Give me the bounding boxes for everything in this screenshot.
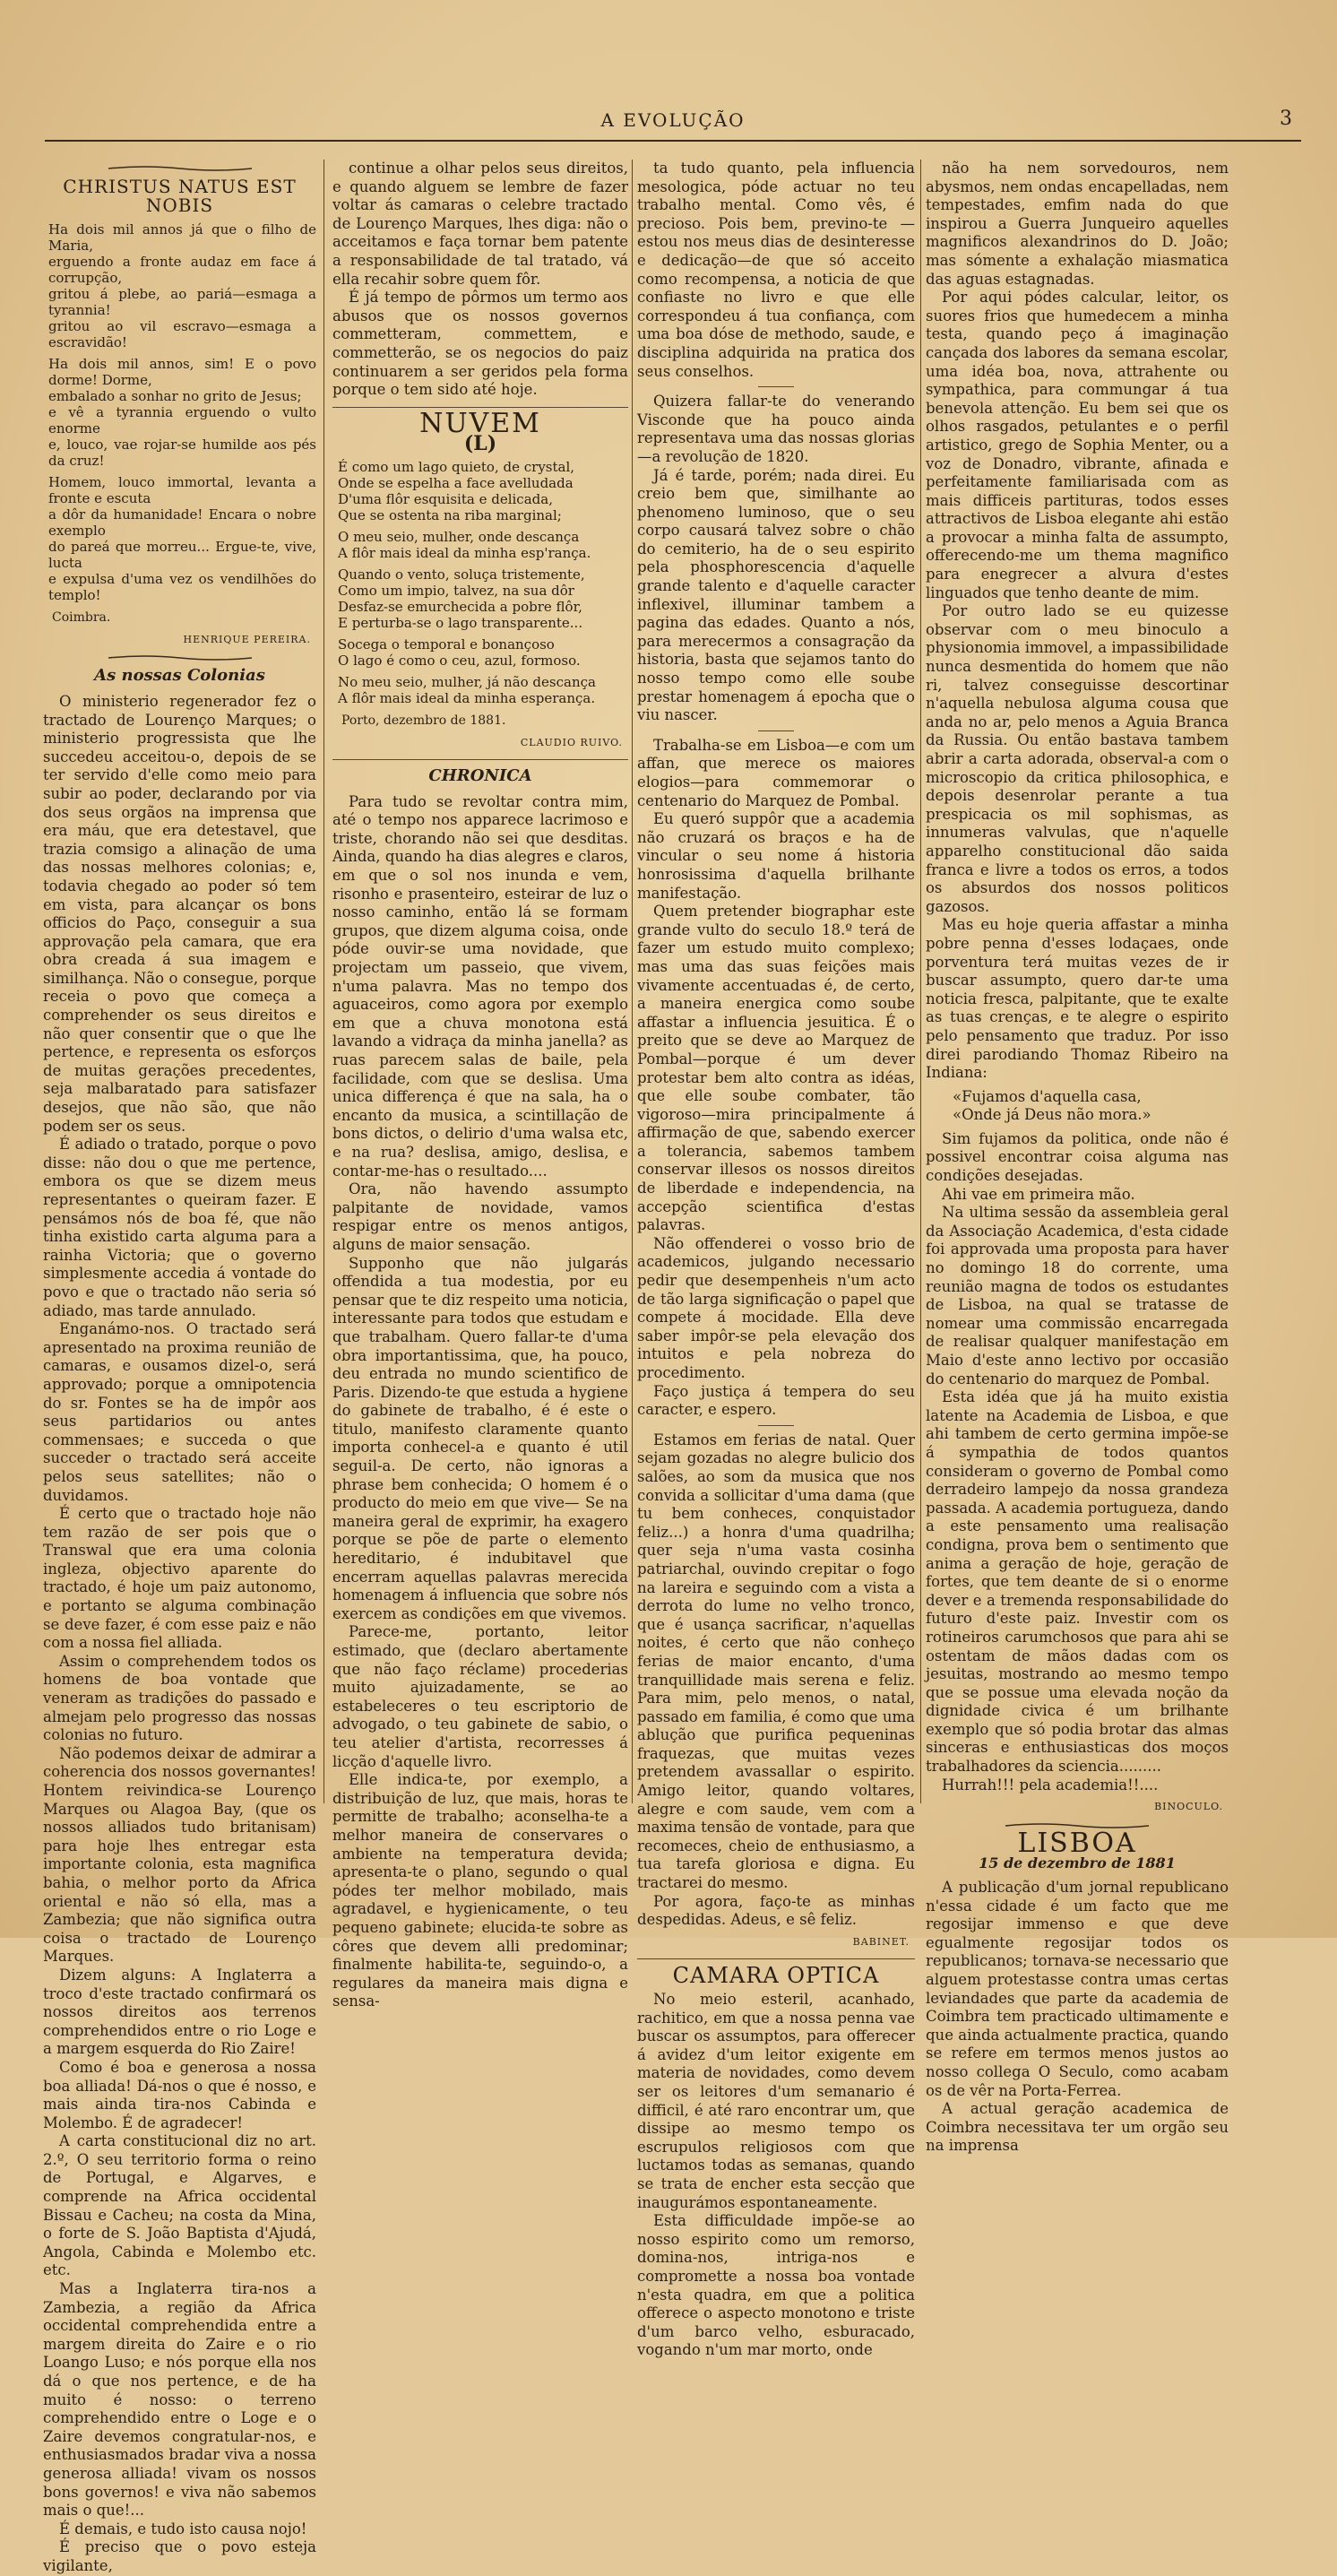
poem-title: NUVEM — [419, 407, 541, 439]
paragraph: O ministerio regenerador fez o tractado de Lourenço Marques; o ministerio progressista que lhe succedeu acceitou-o, depois de se ter servido d'elle como meio para subir ao poder, declarando por via dos seus orgãos na imprensa que era máu, que era detestavel, que trazia comsigo a alinação de uma das nossas melhores colonias; e, todavia chegado ao poder só tem em vista, para alcançar os bons officios do Paço, conseguir a sua approvação pela camara, que era obra creada á sua imagem e similhança. Não o consegue, porque receia o povo que começa a comprehender os seus direitos e não quer consentir que o que lhe pertence, e representa os esforços de muitas gerações precedentes, seja malbaratado para satisfazer desejos, que não são, que não podem ser os seus. — [43, 692, 316, 1135]
poem-author: HENRIQUE PEREIRA. — [183, 633, 311, 645]
paragraph: Esta difficuldade impõe-se ao nosso espirito como um remorso, domina-nos, intriga-nos e compromette a nossa boa vontade n'esta quadra, em que a politica offerece o aspecto monotono e triste d'um barco velho, esburacado, vogando n'um mar morto, onde — [637, 2212, 915, 2359]
paragraph: Na ultima sessão da assembleia geral da Associação Academica, d'esta cidade foi approvada uma proposta para haver no domingo 18 do corrente, uma reunião magna de todos os estudantes de Lisboa, na qual se tratasse de nomear uma commissão encarregada de realisar qualquer manifestação em Maio d'este anno lectivo por occasião do centenario do marquez de Pombal. — [926, 1204, 1229, 1387]
paragraph: Sim fujamos da politica, onde não é possivel encontrar coisa alguma nas condições desejadas. — [926, 1129, 1229, 1185]
paragraph: É demais, e tudo isto causa nojo! — [59, 2520, 307, 2537]
separator — [758, 730, 794, 731]
section-rule — [332, 759, 628, 760]
poem-stanza: Ha dois mil annos, sim! E o povo dorme! Dorme, embalado a sonhar no grito de Jesus; e vê a tyrannia erguendo o vulto enorme e, louco, vae rojar-se humilde aos pés da cruz! — [48, 356, 316, 470]
paragraph: Por agora, faço-te as minhas despedidas. Adeus, e sê feliz. — [637, 1892, 915, 1929]
paragraph: Hurrah!!! pela academia!!.... — [942, 1776, 1159, 1794]
paragraph: Supponho que não julgarás offendida a tua modestia, por eu pensar que te diz respeito uma noticia, interessante para todos que estudam e que trabalham. Quero fallar-te d'uma obra importantissima, que, ha pouco, deu entrada no mundo scientifico de Paris. Dizendo-te que estuda a hygiene do gabinete de trabalho, é é este o titulo, manifesto claramente quanto importa conhecel-a e quanto é util seguil-a. De certo, não ignoras a phrase bem conhecida; O homem é o producto do meio em que vive— Se na maneira geral de exprimir, ha exagero porque se põe de parte o elemento hereditario, é indubitavel que encerram aquellas palavras merecida homenagem á influencia que sobre nós exercem as condições em que vivemos. — [332, 1254, 628, 1622]
paragraph: Eu queró suppôr que a academia não cruzará os braços e ha de vincular o seu nome á historia honrosissima d'aquella brilhante manifestação. — [637, 810, 915, 902]
paragraph: Assim o comprehendem todos os homens de boa vontade que veneram as tradições do passado e almejam pelo progresso das nossas colonias no futuro. — [43, 1652, 316, 1744]
paragraph: Não podemos deixar de admirar a coherencia dos nossos governantes! Hontem reivindica-se Lourenço Marques ou Alagoa Bay, (que os nossos alliados tudo britanisam) para hoje lhes entregar esta importante colonia, esta magnifica bahia, o melhor porto da Africa oriental e não só ella, mas a Zambezia; que não significa outra coisa o tractado de Lourenço Marques. — [43, 1744, 316, 1966]
paragraph: Por outro lado se eu quizesse observar com o meu binoculo a physionomia immovel, a impassibilidade nunca desmentida do homem que não ri, talvez conseguisse descortinar n'aquella nebulosa alguma cousa que anda no ar, pelo menos a Aguia Branca da Russia. Ou então bastava tambem abrir a carta adorada, observal-a com o microscopio da critica philosophica, e depois desenrolar perante a tua prespicacia os mil sophismas, as innumeras valvulas, que n'aquelle apparelho constitucional dão saida franca e livre a todos os erros, a todos os absurdos dos nossos politicos gazosos. — [926, 602, 1229, 915]
paragraph: ta tudo quanto, pela influencia mesologica, póde actuar no teu trabalho mental. Como vês, é precioso. Pois bem, previno-te —estou nos meus dias de desinteresse e dedicação—de que só acceito como recompensa, a noticia de que confiaste no livro e que elle correspondeu á tua confiança, com uma boa dóse de methodo, saude, e disciplina adquirida na pratica dos seus conselhos. — [637, 160, 915, 380]
poem-place: Coimbra. — [52, 610, 111, 626]
paragraph: Ahi vae em primeira mão. — [942, 1185, 1135, 1203]
paragraph: continue a olhar pelos seus direitos, e quando alguem se lembre de fazer voltar ás camaras o celebre tractado de Lourenço Marques, lhes diga: não o acceitamos e faça tornar bem patente a responsabilidade de tal tratado, vá ella recahir sobre quem fôr. — [332, 160, 628, 288]
paragraph: Para tudo se revoltar contra mim, até o tempo nos apparece lacrimoso e triste, chorando não sei que desditas. Ainda, quando ha dias alegres e claros, em que o sol nos inunda e vem, risonho e prasenteiro, esteirar de luz o nosso caminho, então lá se formam grupos, que dizem alguma coisa, onde póde ouvir-se uma novidade, que projectam um passeio, que vivem, n'uma palavra. Mas no tempo dos aguaceiros, como agora por exemplo em que a chuva monotona está lavando a vidraça da minha janella? as ruas parecem salas de baile, pela facilidade, com que se deslisa. Uma unica differença é que na sala, ha o encanto da musica, a scintillação de bons dictos, o delirio d'uma walsa etc, e na rua? deslisa, amigo, deslisa, e contar-me-has o resultado.... — [332, 792, 628, 1180]
paragraph: A publicação d'um jornal republicano n'essa cidade é um facto que me regosijar immenso e que deve egualmente regosijar todos os republicanos; tornava-se necessario que alguem protestasse contra umas certas leviandades que parte da academia de Coimbra tem practicado ultimamente e que ainda actualmente practica, quando se refere em termos menos justos ao nosso collega O Seculo, como acabam os de vêr na Porta-Ferrea. — [926, 1879, 1229, 2099]
article-body — [637, 737, 915, 1420]
paragraph: Já é tarde, porém; nada direi. Eu creio bem que, similhante ao phenomeno luminoso, que o seu corpo causará talvez sobre o chão do cemiterio, ha de o seu espirito pela phosphorescencia d'aquelle grande talento e d'aquelle caracter inflexivel, illuminar tambem a pagina das edades. Quanto a nós, para merecermos a consagração da historia, basta que sejamos tanto do nosso tempo como elle soube prestar homenagem á epocha que o viu nascer. — [637, 466, 915, 724]
paragraph: Quizera fallar-te do venerando Visconde que ha pouco ainda representava uma das nossas glorias—a revolução de 1820. — [637, 393, 915, 465]
poem-author: CLAUDIO RUIVO. — [520, 736, 623, 748]
paragraph: não ha nem sorvedouros, nem abysmos, nem ondas encapelladas, nem tempestades, emfim nada do que inspirou a Guerra Junqueiro aquelles magnificos alexandrinos do D. João; mas sómente a exhalação miasmatica das aguas estagnadas. — [926, 160, 1229, 288]
poem-stanza: Ha dois mil annos já que o filho de Maria, erguendo a fronte audaz em face á corrupção, gritou á plebe, ao pariá—esmaga a tyrannia! gritou ao vil escravo—esmaga a escravidão! — [48, 221, 316, 351]
paragraph: A actual geração academica de Coimbra necessitava ter um orgão seu na imprensa — [926, 2100, 1229, 2155]
column-4 — [926, 160, 1229, 2155]
paragraph: Ora, não havendo assumpto palpitante de novidade, vamos respigar entre os menos antigos, alguns de maior sensação. — [332, 1180, 628, 1253]
section-rule — [637, 1958, 915, 1959]
poem-body — [332, 459, 628, 706]
paragraph: É certo que o tractado hoje não tem razão de ser pois que o Transwal que era uma colonia ingleza, objectivo aparente do tractado, é hoje um paiz autonomo, e portanto se alguma combinação se deve fazer, é com esse paiz e não com a nossa fiel alliada. — [43, 1505, 316, 1652]
paragraph: Não offenderei o vosso brio de academicos, julgando necessario pedir que desempenheis n'um acto de tão larga significação o papel que compete á mocidade. Ella deve saber impôr-se pela elevação dos intuitos e pela nobreza do procedimento. — [637, 1234, 915, 1381]
paragraph: Elle indica-te, por exemplo, a distribuição de luz, que mais, horas te permitte de trabalho; aconselha-te a melhor maneira de conservares o ambiente na temperatura devida; apresenta-te o plano, segundo o qual pódes ter melhor mobilado, mais agradavel, e hygienicamente, o teu pequeno gabinete; elucida-te sobre as côres que devem alli predominar; finalmente habilita-te, seguindo-o, a regulares da maneira mais digna e sensa- — [332, 1771, 628, 2010]
article-body — [637, 1431, 915, 1930]
page-header — [45, 106, 1301, 142]
column-3 — [637, 160, 915, 2359]
paragraph: Faço justiça á tempera do seu caracter, e espero. — [637, 1382, 915, 1419]
poem-stanza: É como um lago quieto, de crystal, Onde se espelha a face avelludada D'uma flôr esquisita e delicada, Que se ostenta na riba marginal; — [338, 458, 575, 523]
paragraph: Estamos em ferias de natal. Quer sejam gozadas no alegre bulicio dos salões, ao som da musica que nos convida a sollicitar d'uma dama (que tu bem conheces, conquistador feliz...) a honra d'uma quadrilha; quer seja n'uma vasta cosinha patriarchal, ouvindo crepitar o fogo na lareira e seguindo com a vista a derrota do lume no velho tronco, que é usança sacrificar, n'aquellas noites, é certo que não conheço ferias de maior encanto, d'uma tranquillidade mais serena e feliz. Para mim, pelo menos, o natal, passado em familia, é como que uma ablução que purifica pequeninas fraquezas, que muitas vezes pretendem avassallar o espirito. Amigo leitor, quando voltares, alegre e com saude, vem com a maxima tensão de vontade, para que recomeces, cheio de enthusiasmo, a tua tarefa gloriosa e digna. Eu tractarei do mesmo. — [637, 1431, 915, 1892]
article-body — [332, 160, 628, 400]
poem-place: Porto, dezembro de 1881. — [341, 713, 506, 728]
poem-stanza: No meu seio, mulher, já não descança A flôr mais ideal da minha esperança. — [338, 673, 596, 706]
paragraph: Parece-me, portanto, leitor estimado, que (declaro abertamente que não faço réclame) procederias muito ajuizadamente, se ao estabeleceres o teu escriptorio de advogado, o teu gabinete de sabio, o teu atelier d'artista, recorresses á licção d'aquelle livro. — [332, 1623, 628, 1770]
article-body — [926, 160, 1229, 1083]
paragraph: É preciso que o povo esteja vigilante, — [43, 2538, 316, 2574]
paragraph: Quem pretender biographar este grande vulto do seculo 18.º terá de fazer um estudo muito complexo; mas uma das suas feições mais vivamente accentuadas é, de certo, a maneira energica como soube affastar a influencia jesuitica. É o preito que se deve ao Marquez de Pombal—porque é um dever protestar bem alto contra as idéas, que elle soube combater, tão vigoroso—mira principalmente á affirmação de que, sabendo exercer a tolerancia, sabemos tambem conservar illesos os nossos direitos de liberdade e independencia, na accepção scientifica d'estas palavras. — [637, 903, 915, 1234]
paragraph: Esta idéa que já ha muito existia latente na Academia de Lisboa, e que ahi tambem de certo germina impõe-se á sympathia de todos quantos consideram o governo de Pombal como derradeiro lampejo da nossa grandeza passada. A academia portugueza, dando a este pensamento uma realisação condigna, prova bem o sentimento que anima a geração de hoje, geração de fortes, que tem deante de si o enorme dever e a tremenda responsabilidade do futuro d'este paiz. Investir com os rotineiros carumchosos que para ahi se ostentam de mãos dadas com os jesuitas, mostrando ao mesmo tempo que se possue uma elevada noção da dignidade civica é um brilhante exemplo que só podia brotar das almas sinceras e enthusiasticas dos moços trabalhadores da sciencia......... — [926, 1388, 1229, 1776]
paragraph: Trabalha-se em Lisboa—e com um affan, que merece os maiores elogios—para commemorar o centenario do Marquez de Pombal. — [637, 736, 915, 809]
header-rule — [45, 140, 1301, 142]
paragraph: No meio esteril, acanhado, rachitico, em que a nossa penna vae buscar os assumptos, para offerecer á avidez d'um leitor exigente em materia de novidades, como devem ser os leitores d'um semanario é difficil, é até raro encontrar um, que dissipe ao mesmo tempo os escrupulos religiosos com que luctamos todas as semanas, quando se trata de encher esta secção que inaugurámos espontaneamente. — [637, 1991, 915, 2211]
poem-stanza: O meu seio, mulher, onde descança A flôr mais ideal da minha esp'rança. — [338, 528, 591, 561]
poem-stanza: Homem, louco immortal, levanta a fronte e escuta a dôr da humanidade! Encara o nobre exemplo do pareá que morreu... Ergue-te, vive, lucta e expulsa d'uma vez os vendilhões do templo! — [48, 474, 316, 604]
chronica-author: BABINET. — [852, 1935, 910, 1948]
column-2 — [332, 160, 628, 2010]
paragraph: Mas a Inglaterra tira-nos a Zambezia, a região da Africa occidental comprehendida entre a margem direita do Zaire e o rio Loango Luso; e nós porque ella nos dá o que nos pertence, e de ha muito é nosso: o terreno comprehendido entre o Loge e o Zaire devemos congratular-nos, e enthusiasmados bradar viva a nossa generosa alliada! vivam os nossos bons governos! e viva não sabemos mais o que!... — [43, 2280, 316, 2520]
column-divider — [632, 160, 633, 1803]
paragraph: Enganámo-nos. O tractado será apresentado na proxima reunião de camaras, e ousamos dizel-o, será approvado; porque a omnipotencia do sr. Fontes se ha de impôr aos seus partidarios ou antes commensaes; e succeda o que succeder o tractado será acceite pelos seus satellites; não o duvidamos. — [43, 1320, 316, 1504]
article-body — [637, 160, 915, 381]
poem-number: (L) — [463, 432, 497, 456]
column-divider — [323, 160, 324, 1803]
column-divider — [920, 160, 921, 1803]
article-body — [43, 693, 316, 2576]
column-1 — [43, 160, 316, 2574]
article-body — [926, 1879, 1229, 2156]
ornament-divider — [108, 654, 252, 661]
paragraph: É já tempo de pôrmos um termo aos abusos que os nossos governos commetteram, commettem, e commetterão, se os negocios do paiz continuarem a ser geridos pela forma porque o tem sido até hoje. — [332, 289, 628, 399]
ornament-divider — [108, 165, 252, 172]
article-body — [637, 1991, 915, 2360]
section-title: LISBOA — [1017, 1827, 1137, 1859]
separator — [758, 386, 794, 387]
paragraph: Como é boa e generosa a nossa boa alliada! Dá-nos o que é nosso, e mais ainda tira-nos Cabinda e Molembo. É de agradecer! — [43, 2058, 316, 2131]
article-body — [332, 793, 628, 2011]
quote: «Fujamos d'aquella casa, «Onde já Deus não mora.» — [953, 1087, 1152, 1124]
paragraph: Por aqui pódes calcular, leitor, os suores frios que humedecem a minha testa, quando peço á imaginação cançada dos labores da semana escolar, uma idéa boa, nova, attrahente ou sympathica, para commungar á tua benevola attenção. Eu bem sei que os olhos rasgados, petulantes e o perfil artistico, grego de Sophia Menter, ou a voz de Donadro, vibrante, afinada e perfeitamente familiarisada com as mais difficeis partituras, todos esses attractivos de Lisboa elegante ahi estão a provocar a minha falta de assumpto, offerecendo-me um thema magnifico para enegrecer a alvura d'estes linguados que tenho deante de mim. — [926, 289, 1229, 601]
section-title: CAMARA OPTICA — [672, 1963, 880, 1989]
section-title: As nossas Colonias — [94, 666, 265, 686]
poem-stanza: Socega o temporal e bonançoso O lago é como o ceu, azul, formoso. — [338, 635, 581, 669]
paragraph: A carta constitucional diz no art. 2.º, O seu territorio forma o reino de Portugal, e Algarves, e comprende na Africa occidental Bissau e Cacheu; na costa da Mina, o forte de S. João Baptista d'Ajudá, Angola, Cabinda e Molembo etc. etc. — [43, 2132, 316, 2279]
article-body — [637, 393, 915, 725]
paragraph: Mas eu hoje queria affastar a minha pobre penna d'esses lodaçaes, onde porventura terá muitas vezes de ir buscar assumpto, quero dar-te uma noticia fresca, palpitante, que te exalte as tuas crenças, e te alegre o espirito pelo pensamento que traduz. Por isso direi parodiando Thomaz Ribeiro na Indiana: — [926, 916, 1229, 1082]
poem-title: CHRISTUS NATUS EST NOBIS — [63, 176, 297, 216]
paragraph: Dizem alguns: A Inglaterra a troco d'este tractado confirmará os nossos direitos aos terrenos comprehendidos entre o rio Loge e a margem esquerda do Rio Zaire! — [43, 1966, 316, 2058]
separator — [758, 1425, 794, 1426]
section-title: CHRONICA — [428, 766, 532, 786]
article-body — [926, 1130, 1229, 1794]
page-number: 3 — [1280, 108, 1292, 130]
poem-stanza: Quando o vento, soluça tristemente, Como um impio, talvez, na sua dôr Desfaz-se emurchecida a pobre flôr, E perturba-se o lago transparente... — [338, 566, 585, 631]
paragraph: É adiado o tratado, porque o povo disse: não dou o que me pertence, embora os que se dizem meus representantes o queiram fazer. E pensámos nós de boa fé, que não tinha existido carta alguma para a rainha Victoria; que o governo simplesmente accedia á vontade do povo e que o tractado não seria só adiado, mas tarde annulado. — [43, 1136, 316, 1319]
optica-author: BINOCULO. — [1154, 1801, 1223, 1813]
newspaper-title: A EVOLUÇÃO — [600, 109, 746, 131]
article-date: 15 de dezembro de 1881 — [979, 1854, 1176, 1872]
